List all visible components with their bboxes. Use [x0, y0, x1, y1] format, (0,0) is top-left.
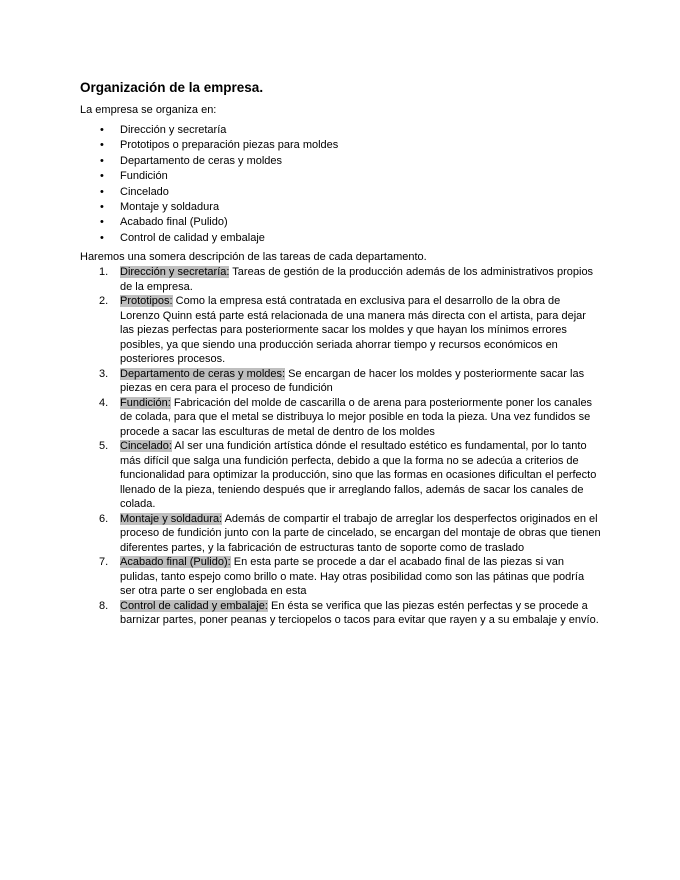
bullet-text: Montaje y soldadura [120, 201, 220, 214]
task-number: 2. [99, 295, 109, 308]
task-term: Cincelado: [120, 440, 172, 453]
task-description: Se encargan de hacer los moldes y posteriormente sacar las piezas en cera para el proceso de fundición [120, 367, 585, 395]
bullet-icon: • [100, 201, 104, 214]
task-item [80, 512, 602, 556]
bullet-text: Cincelado [120, 185, 169, 198]
bullet-text: Dirección y secretaría [120, 124, 227, 136]
task-term: Dirección y secretaría: [120, 266, 230, 279]
task-item [80, 555, 602, 599]
task-number: 6. [99, 512, 109, 525]
bullet-item [80, 231, 602, 246]
bullet-item [80, 200, 602, 215]
bullet-icon: • [100, 216, 104, 229]
bullet-item [80, 185, 602, 200]
task-description: En ésta se verifica que las piezas estén perfectas y se procede a barnizar partes, poner peanas y terciopelos o tacos para evitar que rayen y a su embalaje y envío. [120, 599, 599, 627]
intro-text: La empresa se organiza en: [80, 104, 217, 116]
bullet-text: Prototipos o preparación piezas para moldes [120, 139, 339, 152]
task-item [80, 367, 602, 396]
bullet-icon: • [100, 139, 104, 152]
task-term: Control de calidad y embalaje: [120, 599, 268, 612]
task-description: Tareas de gestión de la producción además de los administrativos propios de la empresa. [120, 266, 594, 293]
task-description: Al ser una fundición artística dónde el resultado estético es fundamental, por lo tanto más difícil que salga una fundición perfecta, debido a que la forma no se adecúa a criterios de funcionalidad para optimizar la producción, sino que las formas en ocasiones dificultan el perfecto llenado de la pieza, teniendo después que ir arreglando fallos, además de sacar los canales de colada. [120, 440, 597, 511]
bullet-text: Departamento de ceras y moldes [120, 154, 283, 167]
task-description: Como la empresa está contratada en exclusiva para el desarrollo de la obra de Lorenzo Quinn está parte está relacionada de una manera más directa con el artista, para dejar las piezas perfectas para posteriormente sacar los moldes y que hayan los mínimos errores posibles, ya que siendo una producción seriada ahorrar tiempo y recursos económicos en posteriores procesos. [120, 295, 586, 366]
bullet-item [80, 169, 602, 184]
bullet-icon: • [100, 231, 104, 244]
bullet-item [80, 154, 602, 169]
task-term: Acabado final (Pulido): [120, 556, 231, 569]
bullet-item [80, 123, 602, 138]
task-item [80, 265, 602, 294]
task-number: 8. [99, 599, 109, 612]
task-item [80, 599, 602, 628]
task-number: 3. [99, 367, 109, 380]
bullet-item [80, 215, 602, 230]
task-description: En esta parte se procede a dar el acabado final de las piezas si van pulidas, tanto espejo como brillo o mate. Hay otras posibilidad como son las pátinas que podría ser otra parte o ser englobada en esta [120, 556, 585, 598]
department-bullet-list [80, 123, 602, 246]
bullet-text: Control de calidad y embalaje [120, 231, 265, 244]
task-term: Fundición: [120, 396, 171, 409]
task-item [80, 396, 602, 440]
task-number: 5. [99, 440, 109, 453]
task-term: Departamento de ceras y moldes: [120, 367, 286, 380]
task-number: 4. [99, 396, 109, 409]
document-page [80, 80, 602, 628]
bullet-icon: • [100, 170, 104, 183]
task-term: Prototipos: [120, 295, 173, 308]
task-item [80, 294, 602, 367]
document-heading: Organización de la empresa. [80, 80, 264, 95]
task-number: 1. [99, 266, 109, 279]
bullet-icon: • [100, 154, 104, 167]
description-intro: Haremos una somera descripción de las tareas de cada departamento. [80, 251, 427, 264]
bullet-item [80, 138, 602, 153]
task-item [80, 439, 602, 512]
task-description: Además de compartir el trabajo de arreglar los desperfectos originados en el proceso de fundición junto con la parte de cincelado, se encargan del montaje de obras que tienen diferentes partes, y la fabricación de estructuras tanto de soporte como de traslado [120, 512, 601, 554]
bullet-text: Acabado final (Pulido) [120, 216, 228, 229]
bullet-icon: • [100, 185, 104, 198]
task-number: 7. [99, 556, 109, 569]
bullet-text: Fundición [120, 170, 168, 183]
task-description: Fabricación del molde de cascarilla o de arena para posteriormente poner los canales de colada, para que el metal se distribuya lo mejor posible en toda la pieza. Una vez fundidos se procede a sacar las esculturas de metal de dentro de los moldes [120, 396, 593, 438]
bullet-icon: • [100, 124, 104, 136]
department-task-list [80, 265, 602, 628]
task-term: Montaje y soldadura: [120, 512, 223, 525]
